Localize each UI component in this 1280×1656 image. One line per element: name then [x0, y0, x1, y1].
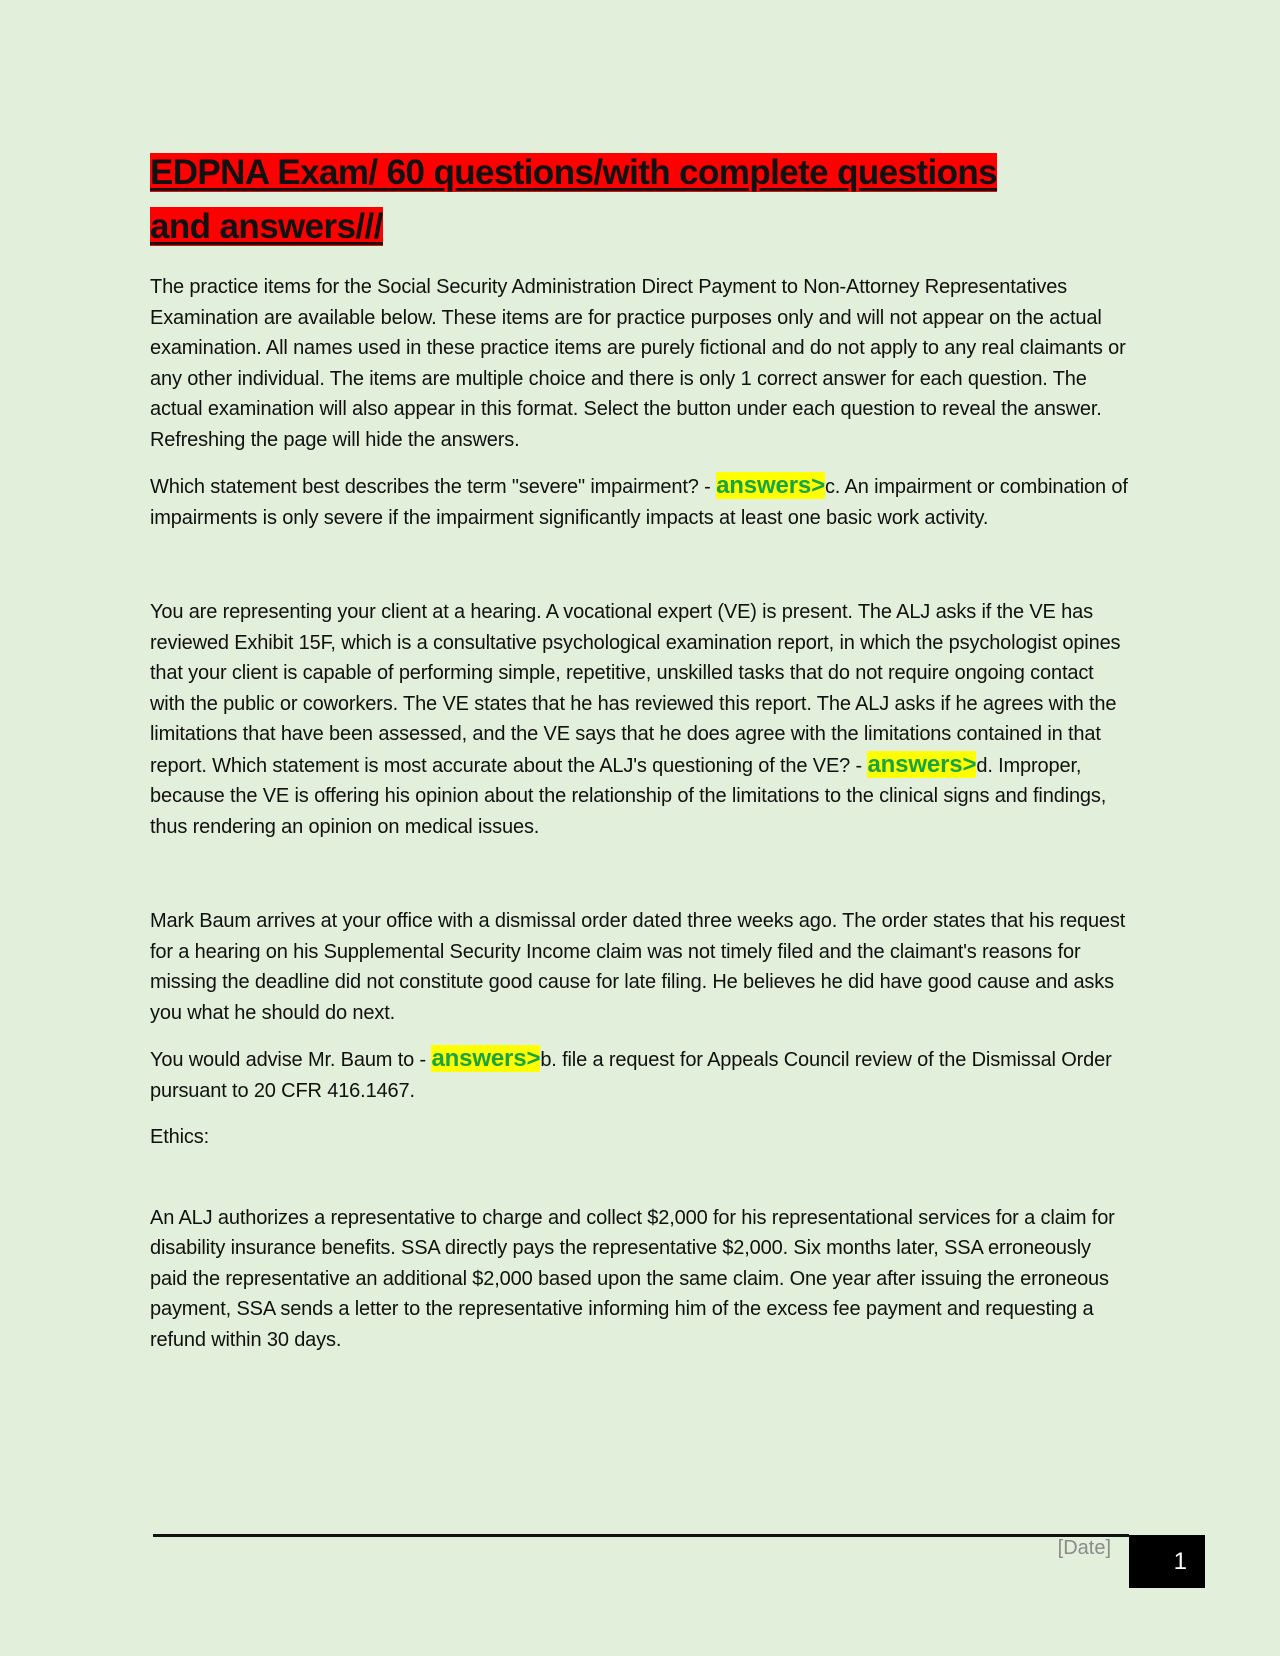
- question-2-text: You are representing your client at a hearing. A vocational expert (VE) is present. The ALJ asks if the VE has reviewed Exhibit 15F, which is a consultative psychological examination report, in which the psychologist opines that your client is capable of performing simple, repetitive, unskilled tasks that do not require ongoing contact with the public or coworkers. The VE states that he has reviewed this report. The ALJ asks if he agrees with the limitations that have been assessed, and the VE says that he does agree with the limitations contained in that report. Which statement is most accurate about the ALJ's questioning of the VE? -: [150, 601, 1121, 777]
- document-body: [150, 146, 1130, 1371]
- title-line-1: EDPNA Exam/ 60 questions/with complete questions: [150, 153, 998, 192]
- question-3: [150, 1044, 1130, 1106]
- title-line-2: and answers///: [150, 207, 383, 246]
- question-2-answer: d. Improper, because the VE is offering his opinion about the relationship of the limitations to the clinical signs and findings, thus rendering an opinion on medical issues.: [150, 754, 1107, 838]
- spacer: [150, 549, 1130, 597]
- question-1-text: Which statement best describes the term "severe" impairment? -: [150, 476, 717, 498]
- question-4-scenario: An ALJ authorizes a representative to charge and collect $2,000 for his representational services for a claim for disability insurance benefits. SSA directly pays the representative $2,000. Six months later, SSA erroneously paid the representative an additional $2,000 based upon the same claim. One year after issuing the erroneous payment, SSA sends a letter to the representative informing him of the excess fee payment and requesting a refund within 30 days.: [150, 1206, 1115, 1351]
- intro-paragraph: The practice items for the Social Security Administration Direct Payment to Non-Attorney Representatives Examination are available below. These items are for practice purposes only and will not appear on the actual examination. All names used in these practice items are purely fictional and do not apply to any real claimants or any other individual. The items are multiple choice and there is only 1 correct answer for each question. The actual examination will also appear in this format. Select the button under each question to reveal the answer. Refreshing the page will hide the answers.: [150, 276, 1126, 451]
- page-number: 1: [1173, 1548, 1187, 1575]
- question-3-text: You would advise Mr. Baum to -: [150, 1049, 432, 1071]
- answers-marker: answers>: [431, 1045, 541, 1072]
- document-title: [150, 146, 1130, 254]
- answers-marker: answers>: [867, 750, 977, 778]
- answers-marker: answers>: [716, 472, 825, 499]
- spacer: [150, 858, 1130, 906]
- footer-date: [Date]: [1057, 1537, 1111, 1559]
- question-3-scenario: Mark Baum arrives at your office with a dismissal order dated three weeks ago. The order states that his request for a hearing on his Supplemental Security Income claim was not timely filed and the claimant's reasons for missing the deadline did not constitute good cause for late filing. He believes he did have good cause and asks you what he should do next.: [150, 910, 1126, 1024]
- footer-divider: [153, 1534, 1129, 1537]
- question-2: [150, 597, 1130, 842]
- question-3-answer: b. file a request for Appeals Council review of the Dismissal Order pursuant to 20 CFR 416.1467.: [150, 1049, 1112, 1102]
- spacer: [150, 1169, 1130, 1203]
- section-heading-ethics: Ethics:: [150, 1126, 209, 1148]
- page-number-badge: [1129, 1535, 1205, 1588]
- question-1-answer: c. An impairment or combination of impairments is only severe if the impairment significantly impacts at least one basic work activity.: [150, 476, 1128, 529]
- question-1: [150, 471, 1130, 533]
